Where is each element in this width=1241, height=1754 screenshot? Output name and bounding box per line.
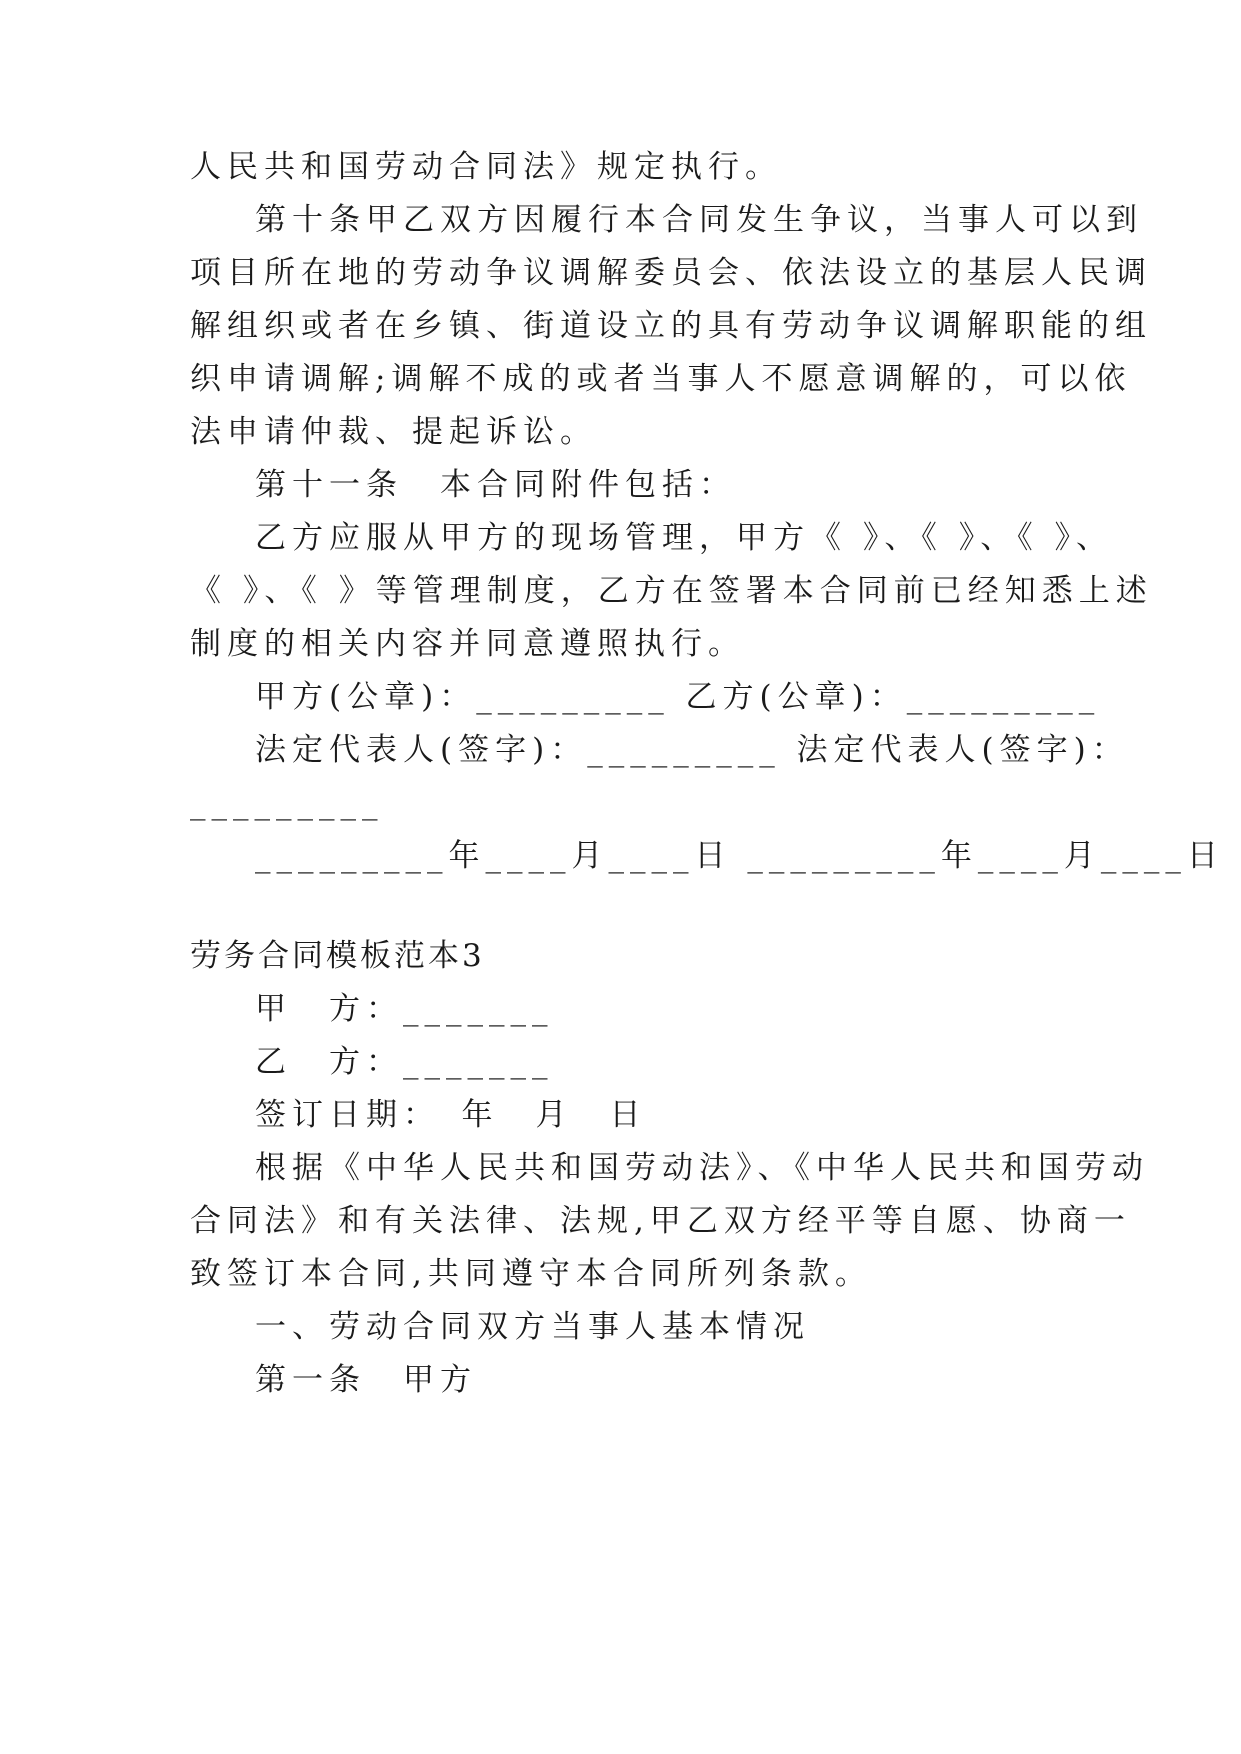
signature-line: 法定代表人(签字)：_________ 法定代表人(签字)：	[255, 732, 1129, 768]
section-title: 劳务合同模板范本3	[190, 938, 485, 974]
paragraph-line: 解组织或者在乡镇、街道设立的具有劳动争议调解职能的组	[190, 308, 1152, 344]
paragraph-line: 项目所在地的劳动争议调解委员会、依法设立的基层人民调	[190, 255, 1152, 291]
date-line: _________年____月____日 _________年____月____日	[255, 838, 1224, 874]
paragraph-line: 第十条甲乙双方因履行本合同发生争议，当事人可以到	[255, 202, 1143, 238]
section-heading: 一、劳动合同双方当事人基本情况	[255, 1309, 810, 1345]
paragraph-line: 致签订本合同,共同遵守本合同所列条款。	[190, 1256, 872, 1292]
paragraph-line: 根据《中华人民共和国劳动法》、《中华人民共和国劳动	[255, 1150, 1149, 1186]
date-line: 签订日期： 年 月 日	[255, 1097, 647, 1133]
signature-line: 甲方(公章)：_________ 乙方(公章)：_________	[255, 679, 1101, 715]
paragraph-line: 合同法》和有关法律、法规,甲乙双方经平等自愿、协商一	[190, 1203, 1131, 1239]
party-line: 甲 方：_______	[255, 991, 554, 1027]
paragraph-line: 法申请仲裁、提起诉讼。	[190, 414, 597, 450]
paragraph-line: 第十一条 本合同附件包括：	[255, 467, 736, 503]
article-heading: 第一条 甲方	[255, 1362, 477, 1398]
paragraph-line: 制度的相关内容并同意遵照执行。	[190, 626, 745, 662]
paragraph-line: 人民共和国劳动合同法》规定执行。	[190, 149, 782, 185]
party-line: 乙 方：_______	[255, 1044, 554, 1080]
paragraph-line: 乙方应服从甲方的现场管理，甲方《 》、《 》、《 》、	[255, 520, 1114, 556]
signature-line: _________	[190, 785, 384, 821]
paragraph-line: 《 》、《 》等管理制度，乙方在签署本合同前已经知悉上述	[190, 573, 1153, 609]
paragraph-line: 织申请调解;调解不成的或者当事人不愿意调解的，可以依	[190, 361, 1132, 397]
